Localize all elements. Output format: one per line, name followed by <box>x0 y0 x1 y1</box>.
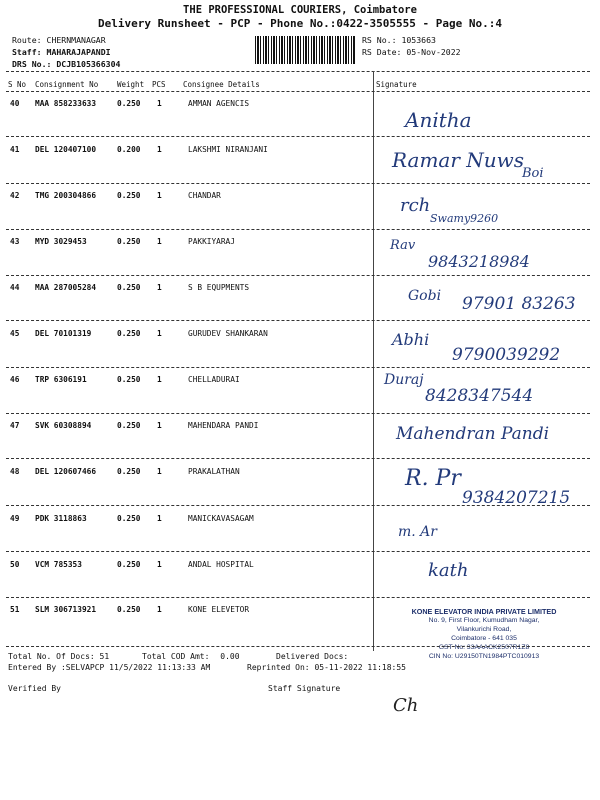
staff-label: Staff: <box>12 47 42 57</box>
row-pcs: 1 <box>157 329 162 338</box>
row-phone: Swamy9260 <box>430 212 499 225</box>
drs-value: DCJB105366304 <box>56 59 121 69</box>
drs-line <box>12 59 120 69</box>
row-sno: 43 <box>10 237 20 246</box>
row-consignment: MAA 858233633 <box>35 99 97 108</box>
rs-no-line <box>362 35 436 45</box>
row-signature: m. Ar <box>398 524 437 540</box>
row-consignee: MAHENDARA PANDI <box>188 421 259 430</box>
stamp-address-1: No. 9, First Floor, Kumudham Nagar, <box>428 617 540 624</box>
rs-date-line <box>362 47 461 57</box>
totals-line <box>8 652 109 661</box>
row-sno: 46 <box>10 375 20 384</box>
route-value: CHERNMANAGAR <box>46 35 106 45</box>
cod-line <box>142 652 240 661</box>
row-signature: Anitha <box>405 108 472 132</box>
row-weight: 0.250 <box>117 421 141 430</box>
row-signature: Rav <box>390 238 416 253</box>
row-consignee: ANDAL HOSPITAL <box>188 560 254 569</box>
row-sno: 47 <box>10 421 20 430</box>
row-sno: 45 <box>10 329 20 338</box>
stamp-gst: GST No: 33AAACK2507R1Z8 <box>438 644 530 651</box>
row-weight: 0.250 <box>117 237 141 246</box>
row-phone: 9384207215 <box>462 488 571 508</box>
row-sno: 40 <box>10 99 20 108</box>
row-divider <box>6 551 590 552</box>
entered-by-line <box>8 663 210 672</box>
entered-by-value: SELVAPCP 11/5/2022 11:13:33 AM <box>65 663 211 672</box>
col-consignment: Consignment No <box>35 80 99 89</box>
row-consignment: MAA 287005284 <box>35 283 97 292</box>
staff-value: MAHARAJAPANDI <box>46 47 111 57</box>
col-sno: S No <box>8 80 27 89</box>
row-sno: 51 <box>10 605 20 614</box>
row-consignee: S B EQUPMENTS <box>188 283 250 292</box>
verified-by: Verified By <box>8 684 61 693</box>
row-divider <box>6 458 590 459</box>
staff-signature-mark: Ch <box>393 695 419 716</box>
stamp-address-2: Vilankurichi Road, <box>456 626 512 633</box>
row-consignment: TRP 6306191 <box>35 375 87 384</box>
row-signature: rch <box>400 195 431 216</box>
col-signature: Signature <box>376 80 417 89</box>
row-pcs: 1 <box>157 375 162 384</box>
stamp-address-3: Coimbatore - 641 035 <box>451 635 517 642</box>
rs-no-label: RS No.: <box>362 35 397 45</box>
stamp-company: KONE ELEVATOR INDIA PRIVATE LIMITED <box>411 607 557 616</box>
row-phone: 97901 83263 <box>462 294 576 314</box>
signature-column-divider <box>373 71 374 651</box>
row-sno: 42 <box>10 191 20 200</box>
row-divider <box>6 275 590 276</box>
row-consignment: VCM 785353 <box>35 560 82 569</box>
rs-date-value: 05-Nov-2022 <box>406 47 461 57</box>
row-pcs: 1 <box>157 467 162 476</box>
row-signature: Duraj <box>384 372 424 388</box>
route-line <box>12 35 106 45</box>
row-weight: 0.250 <box>117 283 141 292</box>
row-phone: 9843218984 <box>428 252 530 271</box>
row-divider <box>6 413 590 414</box>
row-consignment: SLM 306713921 <box>35 605 97 614</box>
row-consignment: TMG 200304866 <box>35 191 97 200</box>
row-consignee: KONE ELEVETOR <box>188 605 250 614</box>
drs-label: DRS No.: <box>12 59 52 69</box>
row-signature: kath <box>428 560 469 581</box>
row-weight: 0.250 <box>117 329 141 338</box>
stamp-cin: CIN No: U29150TN1984PTC010913 <box>428 653 540 660</box>
col-pcs: PCS <box>152 80 166 89</box>
total-docs-label: Total No. Of Docs: <box>8 652 95 661</box>
row-sno: 41 <box>10 145 20 154</box>
row-sno: 48 <box>10 467 20 476</box>
row-signature: Gobi <box>408 288 442 304</box>
total-cod-value: 0.00 <box>220 652 240 661</box>
header-rule <box>6 91 590 92</box>
row-pcs: 1 <box>157 145 162 154</box>
row-phone: 9790039292 <box>452 345 561 365</box>
row-weight: 0.250 <box>117 514 141 523</box>
reprinted-value: 05-11-2022 11:18:55 <box>314 663 406 672</box>
row-consignee: CHANDAR <box>188 191 221 200</box>
row-divider <box>6 229 590 230</box>
company-title: THE PROFESSIONAL COURIERS, Coimbatore <box>183 4 417 16</box>
row-consignment: DEL 120407100 <box>35 145 97 154</box>
row-signature: Abhi <box>392 330 430 349</box>
route-label: Route: <box>12 35 42 45</box>
row-pcs: 1 <box>157 514 162 523</box>
row-consignment: PDK 3118863 <box>35 514 87 523</box>
rs-date-label: RS Date: <box>362 47 402 57</box>
row-weight: 0.200 <box>117 145 141 154</box>
reprinted-line <box>247 663 406 672</box>
entered-by-label: Entered By : <box>8 663 66 672</box>
table-top-rule <box>6 71 590 72</box>
row-signature: R. Pr <box>405 466 461 491</box>
row-sno: 49 <box>10 514 20 523</box>
total-docs-value: 51 <box>99 652 110 661</box>
row-weight: 0.250 <box>117 191 141 200</box>
row-consignee: CHELLADURAI <box>188 375 240 384</box>
row-divider <box>6 597 590 598</box>
row-pcs: 1 <box>157 191 162 200</box>
row-divider <box>6 505 590 506</box>
table-bottom-rule <box>6 646 590 647</box>
row-consignee: LAKSHMI NIRANJANI <box>188 145 268 154</box>
row-pcs: 1 <box>157 605 162 614</box>
row-pcs: 1 <box>157 237 162 246</box>
row-divider <box>6 136 590 137</box>
row-signature-note: Boi <box>522 166 544 181</box>
row-weight: 0.250 <box>117 467 141 476</box>
col-weight: Weight <box>117 80 145 89</box>
reprinted-label: Reprinted On: <box>247 663 310 672</box>
barcode <box>255 36 355 64</box>
row-weight: 0.250 <box>117 375 141 384</box>
row-pcs: 1 <box>157 99 162 108</box>
row-sno: 50 <box>10 560 20 569</box>
row-weight: 0.250 <box>117 605 141 614</box>
row-pcs: 1 <box>157 560 162 569</box>
row-consignee: AMMAN AGENCIS <box>188 99 250 108</box>
row-sno: 44 <box>10 283 20 292</box>
company-stamp <box>378 607 590 661</box>
row-pcs: 1 <box>157 421 162 430</box>
col-consignee: Consignee Details <box>183 80 260 89</box>
delivered-docs-label: Delivered Docs: <box>276 652 349 661</box>
row-consignee: PRAKALATHAN <box>188 467 240 476</box>
runsheet-subtitle: Delivery Runsheet - PCP - Phone No.:0422-3505555 - Page No.:4 <box>98 17 502 30</box>
total-cod-label: Total COD Amt: <box>142 652 210 661</box>
row-divider <box>6 183 590 184</box>
row-consignee: GURUDEV SHANKARAN <box>188 329 268 338</box>
row-pcs: 1 <box>157 283 162 292</box>
row-divider <box>6 367 590 368</box>
row-consignment: SVK 60308894 <box>35 421 92 430</box>
row-weight: 0.250 <box>117 99 141 108</box>
row-consignment: DEL 120607466 <box>35 467 97 476</box>
row-consignment: DEL 70101319 <box>35 329 92 338</box>
row-signature: Mahendran Pandi <box>396 424 550 444</box>
row-consignee: PAKKIYARAJ <box>188 237 235 246</box>
rs-no-value: 1053663 <box>401 35 436 45</box>
row-consignment: MYD 3029453 <box>35 237 87 246</box>
staff-line <box>12 47 111 57</box>
row-weight: 0.250 <box>117 560 141 569</box>
staff-signature-label: Staff Signature <box>268 684 341 693</box>
row-signature: Ramar Nuws <box>392 148 525 172</box>
row-divider <box>6 320 590 321</box>
row-phone: 8428347544 <box>425 386 534 406</box>
row-consignee: MANICKAVASAGAM <box>188 514 254 523</box>
